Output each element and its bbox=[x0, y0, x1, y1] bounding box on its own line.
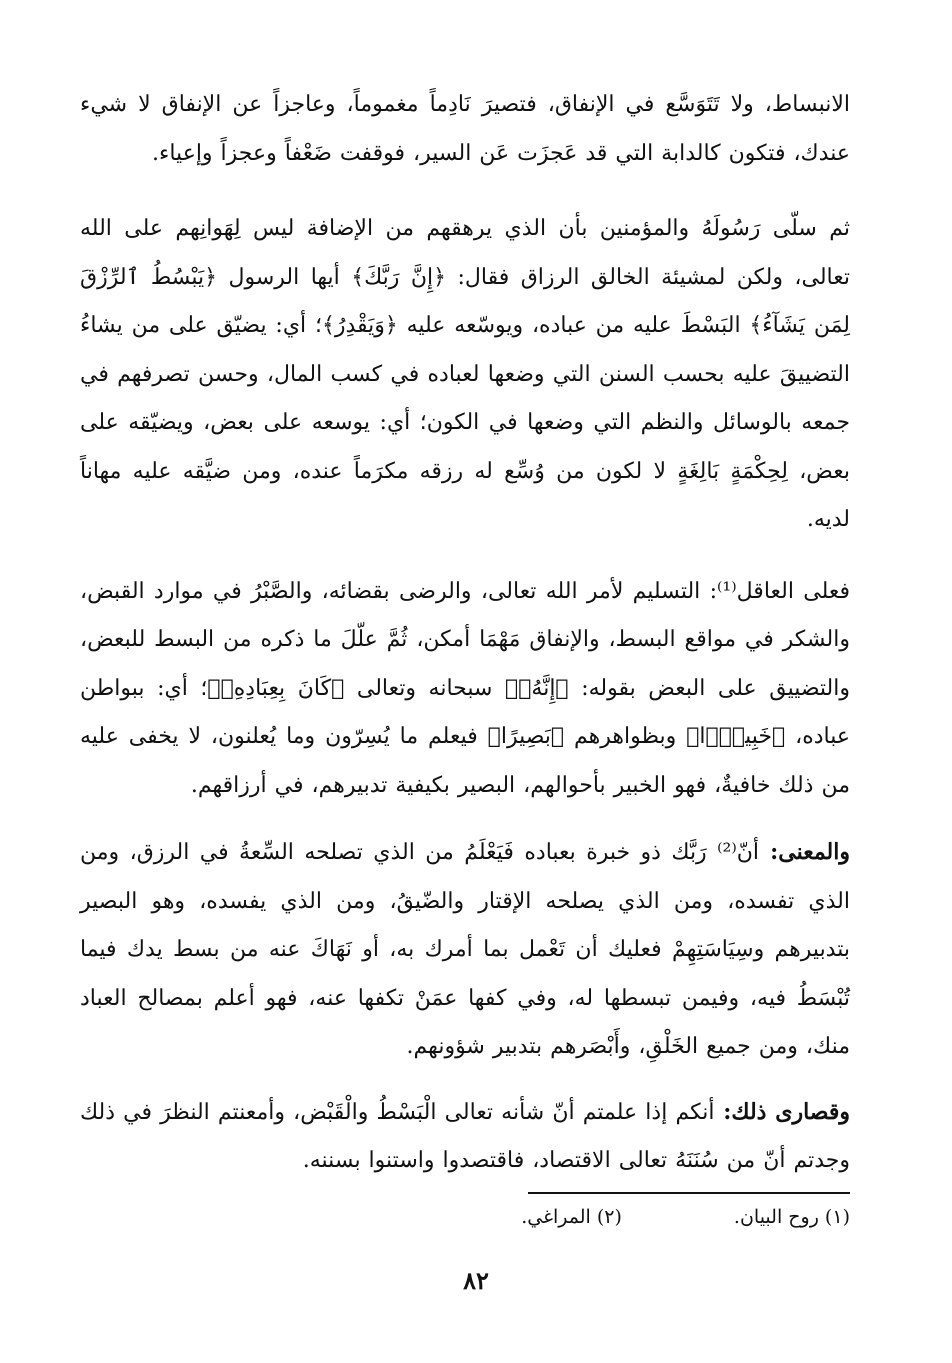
paragraph-1 bbox=[80, 80, 850, 178]
paragraph-text: أنكم إذا علمتم أنّ شأنه تعالى الْبَسْطُ والْقَبْض، وأمعنتم النظرَ في ذلك وجدتم أنّ من سُنَنَهُ تعالى الاقتصاد، فاقتصدوا واستنوا بسننه. bbox=[80, 1099, 850, 1173]
paragraph-lead: وقصارى ذلك: bbox=[714, 1098, 850, 1125]
paragraph-text: ثم سلّى رَسُولَهُ والمؤمنين بأن الذي يرهقهم من الإضافة ليس لِهَوانِهم على الله تعالى، ولكن لمشيئة الخالق الرزاق فقال: ﴿إِنَّ رَبَّكَ﴾ أيها الرسول ﴿يَبْسُطُ ٱلرِّزْقَ لِمَن يَشَآءُ﴾ البَسْطَ عليه من عباده، ويوسّعه عليه ﴿وَيَقْدِرُ﴾؛ أي: يضيّق على من يشاءُ التضييقَ عليه بحسب السنن التي وضعها لعباده في كسب المال، وحسن تصرفهم في جمعه بالوسائل والنظم التي وضعها في الكون؛ أي: يوسعه على بعض، ويضيّقه على بعض، لِحِكْمَةٍ بَالِغَةٍ لا لكون من وُسِّع له رزقه مكرَماً عنده، ومن ضيَّقه عليه مهاناً لديه. bbox=[80, 216, 851, 532]
footnote-separator bbox=[528, 1192, 850, 1194]
paragraph-2 bbox=[80, 204, 850, 545]
paragraph-text: أنّ⁽²⁾ رَبَّك ذو خبرة بعباده فَيَعْلَمُ من الذي تصلحه السِّعةُ في الرزق، ومن الذي تفسده، ومن الذي يصلحه الإقتار والضّيقُ، ومن الذي يفسده، وهو البصير بتدبيرهم وسِيَاسَتِهِمْ فعليك أن تَعْمل بما أمرك به، أو نَهَاكَ عنه من بسط يدك فيما تُبْسَطُ فيه، وفيمن تبسطها له، وفي كفها عمَنْ تكفها عنه، فهو أعلم بمصالح العباد منك، ومن جميع الخَلْقِ، وأَبْصَرهم بتدبير شؤونهم. bbox=[80, 840, 850, 1059]
footnotes bbox=[521, 1206, 850, 1228]
paragraph-text: الانبساط، ولا تَتَوَسَّع في الإنفاق، فتصيرَ نَادِماً مغموماً، وعاجزاً عن الإنفاق لا شيء عندك، فتكون كالدابة التي قد عَجزَت عَن السير، فوقفت ضَعْفاً وعجزاً وإعياء. bbox=[80, 92, 850, 166]
page-number: ٨٢ bbox=[463, 1266, 489, 1295]
footnote-2: (٢) المراغي. bbox=[521, 1206, 622, 1228]
paragraph-4 bbox=[80, 828, 850, 1072]
paragraph-5 bbox=[80, 1088, 850, 1186]
paragraph-lead: والمعنى: bbox=[759, 839, 850, 865]
paragraph-text: فعلى العاقل⁽¹⁾: التسليم لأمر الله تعالى، والرضى بقضائه، والصَّبْرُ في موارد القبض، والشكر في مواقع البسط، والإنفاق مَهْمَا أمكن، ثُمَّ علّلَ ما ذكره من البسط للبعض، والتضييق على البعض بقوله: ﴿إِنَّهُۥ﴾ سبحانه وتعالى ﴿كَانَ بِعِبَادِهِۦ﴾؛ أي: ببواطن عباده، ﴿خَبِيرًۢا﴾ وبظواهرهم ﴿بَصِيرًا﴾ فيعلم ما يُسِرّون وما يُعلنون، لا يخفى عليه من ذلك خافيةٌ، فهو الخبير بأحوالهم، البصير بكيفية تدبيرهم، في أرزاقهم. bbox=[80, 578, 850, 798]
footnote-1: (١) روح البيان. bbox=[733, 1206, 850, 1228]
paragraph-3 bbox=[80, 567, 850, 811]
page-body bbox=[80, 80, 850, 1206]
